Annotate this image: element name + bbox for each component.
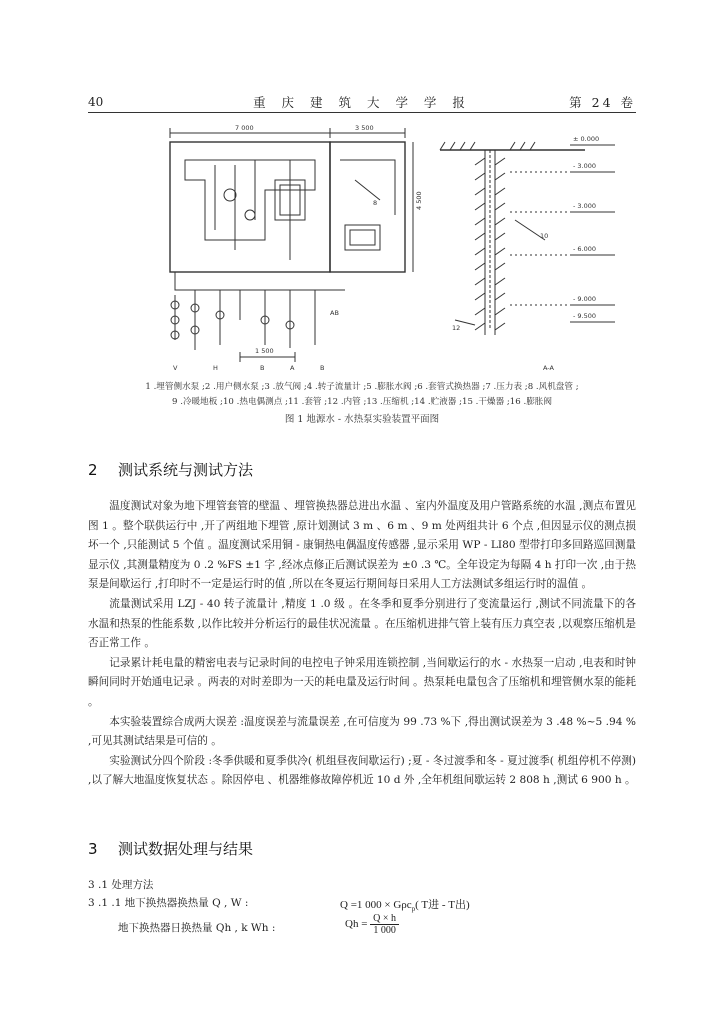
level-3a: - 3.000 <box>573 162 597 170</box>
equation-2-denominator: 1 000 <box>373 925 396 936</box>
dim-3500: 3 500 <box>355 124 374 132</box>
marker-8: 8 <box>373 199 378 207</box>
equation-1-lhs: Q =1 000 × Gρc <box>340 899 412 911</box>
level-95: - 9.500 <box>573 312 597 320</box>
bottom-label-a: A <box>290 364 295 372</box>
equation-1-tail: ( T进 - T出) <box>415 899 470 911</box>
paragraph-error: 本实验装置综合成两大误差 :温度误差与流量误差 ,在可信度为 99 .73 %下 ,得出测试误差为 3 .48 %~5 .94 % ,可见其测试结果是可信的 。 <box>88 715 636 748</box>
level-9: - 9.000 <box>573 295 597 303</box>
layout-drawing <box>115 120 635 375</box>
dim-7000: 7 000 <box>235 124 254 132</box>
level-0: ± 0.000 <box>573 135 600 143</box>
bottom-label-b2: B <box>320 364 325 372</box>
daily-heat-label <box>118 920 275 935</box>
section-3-title: 测试数据处理与结果 <box>118 840 254 858</box>
level-3b: - 3.000 <box>573 202 597 210</box>
figure-caption: 图 1 地源水 - 水热泵实验装置平面图 <box>284 414 440 425</box>
subsection-3-1: 3 .1 处理方法 <box>88 879 154 891</box>
figure-legend-line-1: 1 .埋管侧水泵 ;2 .用户侧水泵 ;3 .放气阀 ;4 .转子流量计 ;5 .膨胀水阀 ;6 .套管式换热器 ;7 .压力表 ;8 .风机盘管 ; <box>145 382 579 392</box>
bottom-label-h: H <box>213 364 218 372</box>
header-rule <box>88 112 636 113</box>
equation-2-numerator: Q × h <box>370 913 399 925</box>
volume-label: 第 24 卷 <box>569 95 636 110</box>
paragraph-temperature: 温度测试对象为地下埋管套管的壁温 、埋管换热器总进出水温 、室内外温度及用户管路系统的水温 ,测点布置见图 1 。整个联供运行中 ,开了两组地下埋管 ,原计划测试 3 m 、6 m 、9 m 处两组共计 6 个点 ,但因显示仪的测点损坏一个 ,只能测试 5 个值 。温度测试采用铜 - 康铜热电偶温度传感器 ,显示采用 WP - LI80 型带打印多回路巡回测量显示仪 ,其测量精度为 0 .2 %FS ±1 字 ,经冰点修正后测试误差为 ±0 .3 ℃。全年设定为每隔 4 h 打印一次 ,由于热泵是间歇运行 ,打印时不一定是运行时的值 ,所以在冬夏运行期间每日采用人工方法测试多组运行时的温值 。 <box>88 500 636 591</box>
page-number: 40 <box>88 95 104 109</box>
level-6: - 6.000 <box>573 245 597 253</box>
section-2-heading <box>88 459 253 480</box>
subsection-3-1-1 <box>88 895 248 910</box>
bottom-label-v: V <box>173 364 178 372</box>
equation-2-fraction <box>370 913 399 936</box>
equation-2-lhs: Qh = <box>345 918 368 931</box>
marker-aa: A-A <box>543 364 554 372</box>
marker-12: 12 <box>452 324 461 332</box>
section-3-number: 3 <box>88 840 98 858</box>
section-2-title: 测试系统与测试方法 <box>118 461 254 479</box>
bottom-label-b1: B <box>260 364 265 372</box>
paragraph-flow: 流量测试采用 LZJ - 40 转子流量计 ,精度 1 .0 级 。在冬季和夏季分别进行了变流量运行 ,测试不同流量下的各水温和热泵的性能系数 ,以作比较并分析运行的最佳状况流量 。在压缩机进排气管上装有压力真空表 ,以观察压缩机是否正常工作 。 <box>88 597 636 650</box>
page-header <box>88 93 636 113</box>
equation-daily-heat <box>345 913 399 936</box>
paragraph-stages: 实验测试分四个阶段 :冬季供暖和夏季供冷( 机组昼夜间歇运行) ;夏 - 冬过渡季和冬 - 夏过渡季( 机组停机不停测) ,以了解大地温度恢复状态 。除因停电 、机器维修故障停机近 10 d 外 ,全年机组间歇运转 2 808 h ,测试 6 900 h 。 <box>88 754 636 787</box>
dim-1500: 1 500 <box>255 347 274 355</box>
paragraph-power: 记录累计耗电量的精密电表与记录时间的电控电子钟采用连锁控制 ,当间歇运行的水 - 水热泵一启动 ,电表和时钟瞬间同时开始通电记录 。两表的对时差即为一天的耗电量及运行时间 。热泵耗电量包含了压缩机和埋管侧水泵的能耗 。 <box>88 656 636 708</box>
marker-ab: AB <box>330 309 339 317</box>
daily-heat-label-text: 地下换热器日换热量 Qh , k Wh : <box>118 922 276 934</box>
marker-10: 10 <box>540 232 549 240</box>
figure-legend-line-2: 9 .冷暖地板 ;10 .热电偶测点 ;11 .套管 ;12 .内管 ;13 .压缩机 ;14 .贮液器 ;15 .干燥器 ;16 .膨胀阀 <box>172 397 552 407</box>
subsection-3-1-1-title: 3 .1 .1 地下换热器换热量 Q , W : <box>88 897 249 909</box>
section-2-number: 2 <box>88 461 98 479</box>
experiment-layout-figure <box>115 120 635 375</box>
equation-heat-exchange: Q =1 000 × Gρc$_p$( T进 - T出) <box>340 899 470 914</box>
section-3-heading <box>88 838 253 859</box>
journal-title: 重 庆 建 筑 大 学 学 报 <box>253 95 471 110</box>
dim-4500: 4 500 <box>415 191 423 210</box>
section-2-body <box>88 497 636 791</box>
